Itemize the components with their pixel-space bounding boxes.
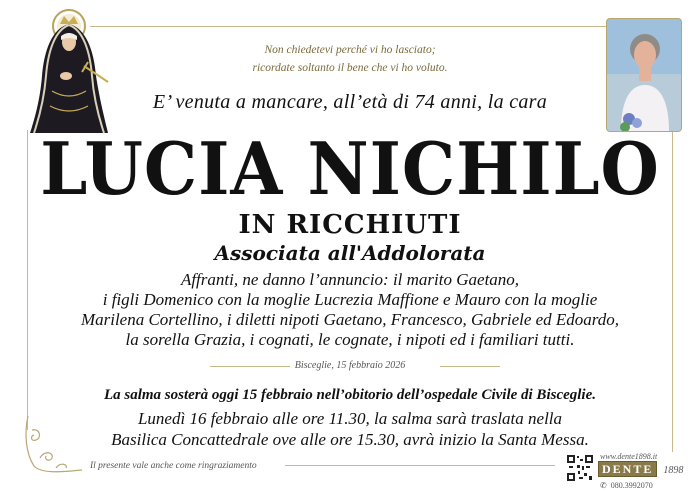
agency-name: DENTE	[598, 461, 657, 477]
announcement-line-2: i figli Domenico con la moglie Lucrezia Maffione e Mauro con la moglie	[102, 290, 598, 309]
funeral-bold-line: La salma sosterà oggi 15 febbraio nell’obitorio dell’ospedale Civile di Bisceglie.	[103, 387, 597, 403]
quote-block	[0, 41, 700, 77]
corner-ornament	[22, 414, 84, 474]
phone-icon: ✆	[600, 481, 607, 490]
date-line-right	[440, 366, 500, 367]
frame-top-line	[90, 26, 610, 27]
corner-ornament-icon	[22, 414, 84, 474]
place-date: Bisceglie, 15 febbraio 2026	[294, 360, 406, 371]
qr-code	[566, 454, 594, 482]
agency-logo	[598, 452, 698, 488]
frame-bottom-line	[285, 465, 555, 466]
agency-phone[interactable]: 080.3992070	[610, 481, 653, 490]
announcement-line-3: Marilena Cortellino, i diletti nipoti Gaetano, Francesco, Gabriele ed Edoardo,	[80, 310, 620, 329]
funeral-block	[0, 408, 700, 450]
announcement-block	[0, 270, 700, 350]
thanks-note: Il presente vale anche come ringraziamento	[90, 461, 257, 471]
funeral-line-2: Basilica Concattedrale ove alle ore 15.30, avrà inizio la Santa Messa.	[111, 430, 589, 449]
agency-year: 1898	[663, 465, 684, 476]
married-name: IN RICCHIUTI	[238, 210, 462, 240]
quote-line-2: ricordate soltanto il bene che vi ho voluto.	[252, 62, 448, 74]
announcement-line-1: Affranti, ne danno l’annuncio: il marito Gaetano,	[180, 270, 520, 289]
deceased-name: LUCIA NICHILO	[40, 126, 660, 211]
association-text: Associata all'Addolorata	[214, 241, 486, 265]
intro-text: E’ venuta a mancare, all’età di 74 anni, la cara	[152, 91, 548, 113]
qr-code-icon	[566, 454, 594, 482]
announcement-line-4: la sorella Grazia, i cognati, le cognate, i nipoti ed i familiari tutti.	[125, 330, 575, 349]
agency-website[interactable]: www.dente1898.it	[600, 452, 658, 461]
quote-line-1: Non chiedetevi perché vi ho lasciato;	[264, 44, 436, 56]
funeral-line-1: Lunedì 16 febbraio alle ore 11.30, la salma sarà traslata nella	[137, 409, 563, 428]
